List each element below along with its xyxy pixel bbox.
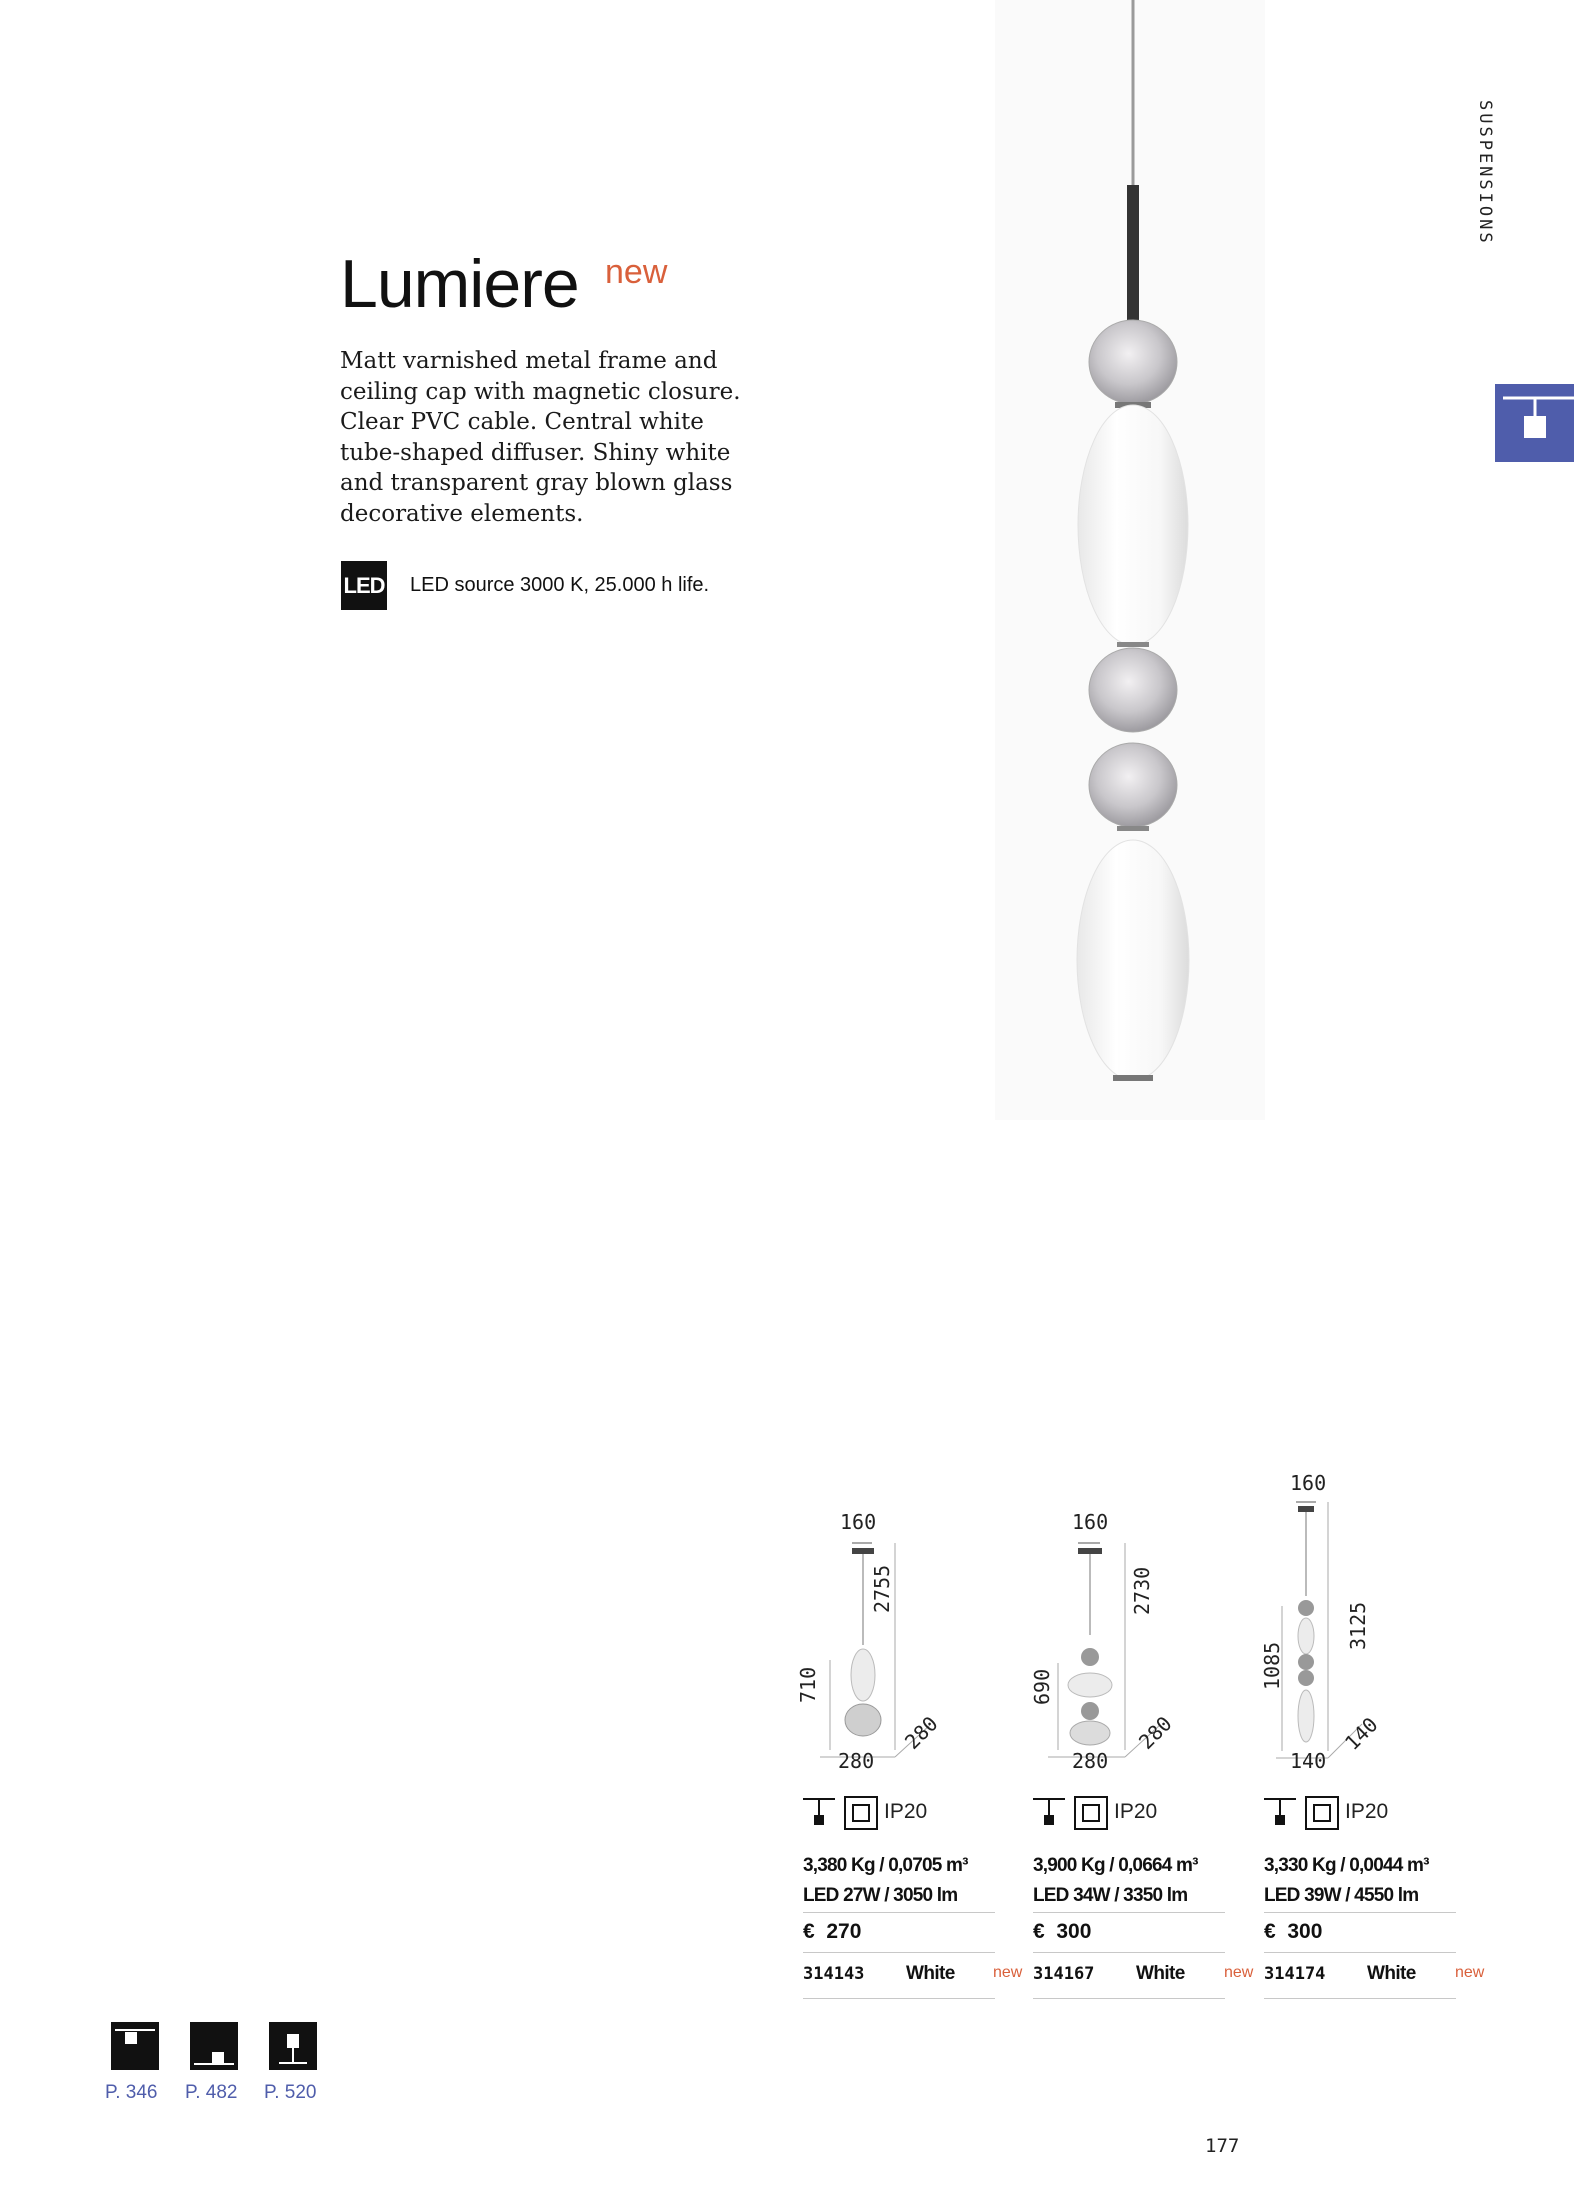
dim-top: 160 [840, 1510, 877, 1534]
suspension-icon [1033, 1795, 1113, 1831]
dim-top: 160 [1290, 1471, 1327, 1495]
divider [1033, 1912, 1225, 1913]
new-badge: new [605, 253, 668, 291]
floor-lamp-ref-icon[interactable] [190, 2022, 238, 2070]
dim-depth: 140 [1340, 1712, 1383, 1755]
currency: € [1033, 1920, 1045, 1943]
ref-link-520[interactable]: P. 520 [264, 2082, 317, 2103]
product-photo [995, 0, 1265, 1120]
divider [1264, 1952, 1456, 1953]
led-source-info: LED source 3000 K, 25.000 h life. [410, 574, 710, 596]
divider [803, 1998, 995, 1999]
currency: € [803, 1920, 815, 1943]
dimension-drawing [800, 1535, 990, 1765]
dim-depth: 280 [900, 1711, 943, 1754]
dim-width: 280 [1072, 1749, 1109, 1773]
page-number: 177 [1205, 2135, 1240, 2157]
ip-rating: IP20 [1345, 1800, 1389, 1823]
variant-1-icons [803, 1795, 995, 1831]
dim-width: 140 [1290, 1749, 1327, 1773]
section-label: SUSPENSIONS [1475, 100, 1495, 246]
suspension-icon [1495, 384, 1574, 462]
variant-1-specs [803, 1851, 995, 1911]
dim-body: 710 [796, 1666, 820, 1703]
new-tag: new [1224, 1964, 1254, 1981]
dimension-drawing [1030, 1535, 1220, 1765]
led-icon: LED [341, 561, 387, 610]
power-lumen: LED 27W / 3050 lm [803, 1885, 958, 1906]
suspension-icon [1264, 1795, 1344, 1831]
divider [803, 1952, 995, 1953]
price-value: 270 [826, 1920, 862, 1943]
weight-volume: 3,330 Kg / 0,0044 m³ [1264, 1855, 1429, 1876]
new-tag: new [993, 1964, 1023, 1981]
variant-1-price [803, 1920, 861, 1944]
dim-body: 1085 [1260, 1641, 1284, 1690]
currency: € [1264, 1920, 1276, 1943]
new-tag: new [1455, 1964, 1485, 1981]
product-code: 314143 [803, 1964, 865, 1984]
suspension-icon [803, 1795, 883, 1831]
finish-label: White [1136, 1963, 1185, 1984]
ceiling-lamp-ref-icon[interactable] [111, 2022, 159, 2070]
product-description: Matt varnished metal frame and ceiling cap with magnetic closure. Clear PVC cable. Central white tube-shaped diffuser. Shiny white and transparent gray blown glass decorative elements. [340, 348, 741, 527]
divider [1264, 1912, 1456, 1913]
dim-depth: 280 [1134, 1711, 1177, 1754]
suspension-category-tab[interactable] [1495, 384, 1574, 462]
dim-width: 280 [838, 1749, 875, 1773]
dim-body: 690 [1030, 1668, 1054, 1705]
dim-top: 160 [1072, 1510, 1109, 1534]
product-code: 314167 [1033, 1964, 1095, 1984]
weight-volume: 3,380 Kg / 0,0705 m³ [803, 1855, 968, 1876]
power-lumen: LED 34W / 3350 lm [1033, 1885, 1188, 1906]
product-title: Lumiere [340, 246, 579, 322]
ip-rating: IP20 [884, 1800, 928, 1823]
finish-label: White [1367, 1963, 1416, 1984]
variant-2-specs [1033, 1851, 1225, 1911]
ref-link-346[interactable]: P. 346 [105, 2082, 158, 2103]
weight-volume: 3,900 Kg / 0,0664 m³ [1033, 1855, 1198, 1876]
dim-height: 2730 [1130, 1566, 1154, 1615]
price-value: 300 [1056, 1920, 1092, 1943]
variant-2-icons [1033, 1795, 1225, 1831]
divider [803, 1912, 995, 1913]
ref-link-482[interactable]: P. 482 [185, 2082, 238, 2103]
ip-rating: IP20 [1114, 1800, 1158, 1823]
divider [1033, 1952, 1225, 1953]
product-code: 314174 [1264, 1964, 1326, 1984]
finish-label: White [906, 1963, 955, 1984]
power-lumen: LED 39W / 4550 lm [1264, 1885, 1419, 1906]
divider [1033, 1998, 1225, 1999]
divider [1264, 1998, 1456, 1999]
price-value: 300 [1287, 1920, 1323, 1943]
dim-height: 3125 [1346, 1601, 1370, 1650]
table-lamp-ref-icon[interactable] [269, 2022, 317, 2070]
variant-2-price [1033, 1920, 1091, 1944]
variant-3-icons [1264, 1795, 1456, 1831]
dim-height: 2755 [870, 1564, 894, 1613]
variant-3-price [1264, 1920, 1322, 1944]
variant-3-specs [1264, 1851, 1456, 1911]
